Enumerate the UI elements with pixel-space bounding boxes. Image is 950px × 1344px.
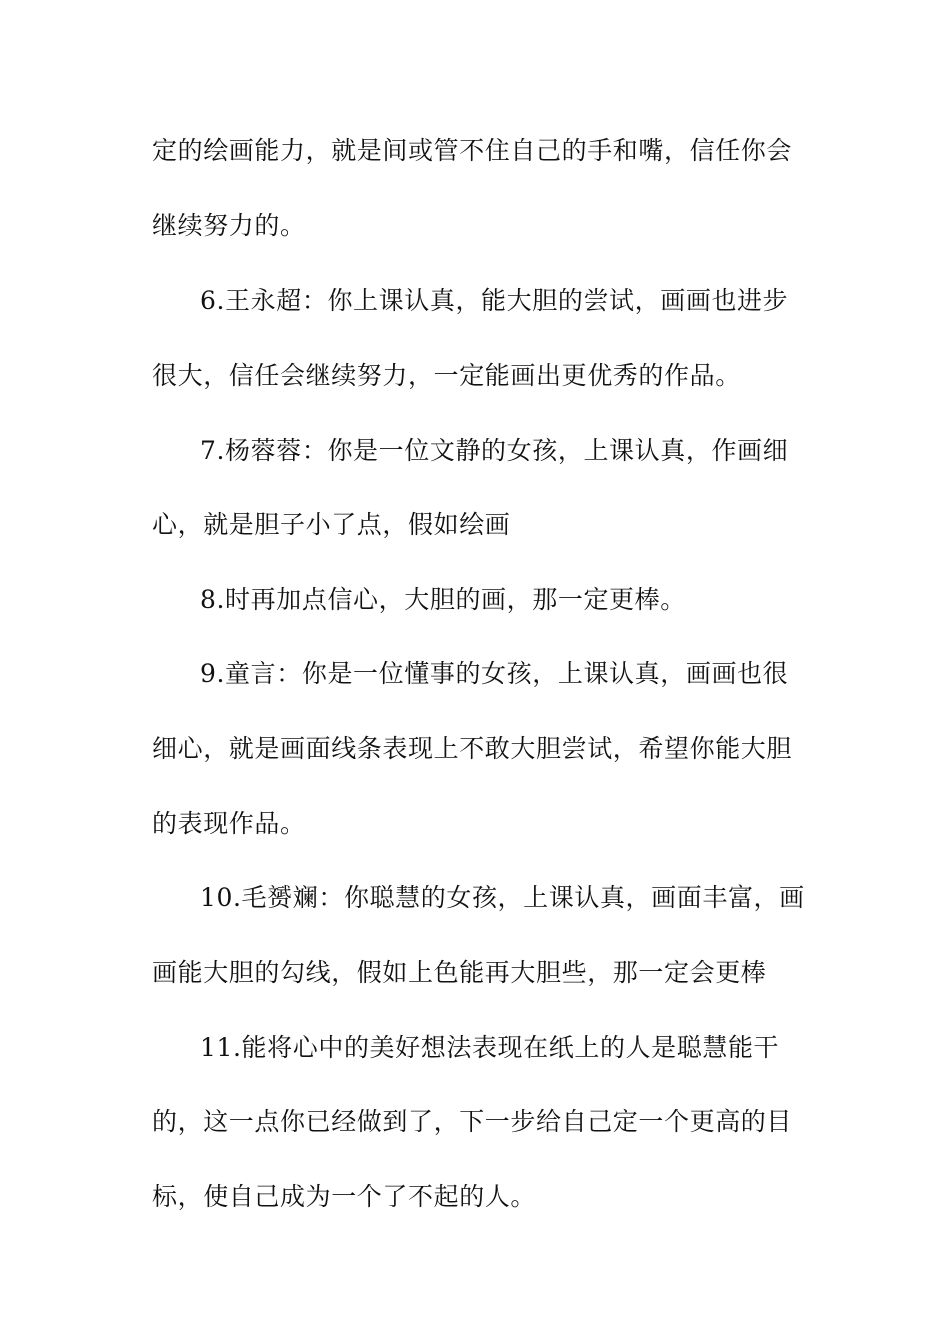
list-item-6: 6.王永超：你上课认真，能大胆的尝试，画画也进步: [200, 286, 789, 315]
text-line: 的表现作品。: [152, 809, 306, 838]
list-item-11: 11.能将心中的美好想法表现在纸上的人是聪慧能干: [200, 1033, 780, 1062]
list-item-8: 8.时再加点信心，大胆的画，那一定更棒。: [200, 585, 686, 614]
text-line: 很大，信任会继续努力，一定能画出更优秀的作品。: [152, 361, 741, 390]
list-item-10: 10.毛赟斓：你聪慧的女孩，上课认真，画面丰富，画: [200, 883, 805, 912]
text-line: 的，这一点你已经做到了，下一步给自己定一个更高的目: [152, 1107, 793, 1136]
text-line: 心，就是胆子小了点，假如绘画: [152, 510, 511, 539]
text-line: 定的绘画能力，就是间或管不住自己的手和嘴，信任你会: [152, 136, 793, 165]
text-line: 标，使自己成为一个了不起的人。: [152, 1182, 537, 1211]
text-line: 细心，就是画面线条表现上不敢大胆尝试，希望你能大胆: [152, 734, 793, 763]
list-item-9: 9.童言：你是一位懂事的女孩，上课认真，画画也很: [200, 659, 789, 688]
list-item-7: 7.杨蓉蓉：你是一位文静的女孩，上课认真，作画细: [200, 436, 789, 465]
text-line: 画能大胆的勾线，假如上色能再大胆些，那一定会更棒: [152, 958, 767, 987]
text-line: 继续努力的。: [152, 211, 306, 240]
